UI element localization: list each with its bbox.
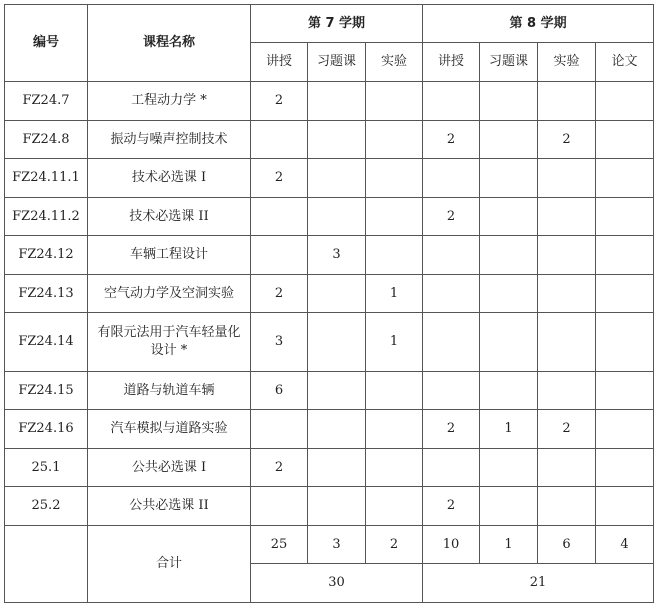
header-s8-exercise: 习题课 [480, 43, 538, 82]
cell-s8-thesis [596, 410, 654, 449]
cell-s8-lecture [423, 82, 480, 121]
cell-code: 25.2 [5, 487, 88, 526]
cell-s7-exercise [308, 487, 366, 526]
header-semester-8: 第 8 学期 [423, 5, 654, 43]
cell-s7-exercise [308, 371, 366, 410]
cell-s7-lab [366, 487, 423, 526]
cell-course-name: 技术必选课 II [88, 197, 251, 236]
header-s8-lab: 实验 [538, 43, 596, 82]
cell-s7-exercise [308, 197, 366, 236]
cell-s8-lecture: 2 [423, 410, 480, 449]
table-row [5, 197, 654, 236]
cell-s8-thesis [596, 82, 654, 121]
cell-s7-lecture [251, 487, 308, 526]
cell-s8-lab [538, 159, 596, 198]
table-row [5, 236, 654, 275]
cell-s7-exercise: 3 [308, 236, 366, 275]
cell-course-name: 技术必选课 I [88, 159, 251, 198]
total-s8-thesis: 4 [596, 525, 654, 564]
cell-code: FZ24.7 [5, 82, 88, 121]
total-s8-lecture: 10 [423, 525, 480, 564]
table-row [5, 159, 654, 198]
cell-s8-exercise [480, 371, 538, 410]
header-semester-7: 第 7 学期 [251, 5, 423, 43]
cell-s8-exercise [480, 448, 538, 487]
cell-s8-lecture: 2 [423, 120, 480, 159]
cell-s8-lab [538, 236, 596, 275]
total-s7-lab: 2 [366, 525, 423, 564]
cell-s8-exercise [480, 159, 538, 198]
table-row [5, 410, 654, 449]
cell-s8-lecture [423, 236, 480, 275]
cell-s7-exercise [308, 313, 366, 372]
cell-s7-exercise [308, 274, 366, 313]
cell-s7-exercise [308, 82, 366, 121]
cell-code: FZ24.14 [5, 313, 88, 372]
cell-s8-lecture: 2 [423, 487, 480, 526]
cell-s8-thesis [596, 197, 654, 236]
cell-code: FZ24.11.1 [5, 159, 88, 198]
cell-s8-lecture [423, 313, 480, 372]
header-s7-lab: 实验 [366, 43, 423, 82]
table-row [5, 120, 654, 159]
total-s7-sum: 30 [251, 564, 423, 603]
cell-s8-lab [538, 197, 596, 236]
cell-code: FZ24.12 [5, 236, 88, 275]
total-label: 合计 [88, 525, 251, 602]
cell-s8-lab [538, 274, 596, 313]
cell-s7-lab [366, 82, 423, 121]
cell-s8-exercise [480, 274, 538, 313]
cell-s8-exercise [480, 197, 538, 236]
cell-s8-lecture [423, 448, 480, 487]
cell-s7-lecture: 2 [251, 82, 308, 121]
cell-s7-lecture [251, 197, 308, 236]
cell-s8-lab [538, 82, 596, 121]
cell-s7-lecture: 2 [251, 274, 308, 313]
table-body [5, 82, 654, 603]
cell-s8-thesis [596, 159, 654, 198]
course-schedule-table [4, 4, 654, 603]
header-code: 编号 [5, 5, 88, 82]
cell-s8-lab [538, 487, 596, 526]
cell-code: FZ24.8 [5, 120, 88, 159]
cell-code: FZ24.16 [5, 410, 88, 449]
total-s8-sum: 21 [423, 564, 654, 603]
cell-course-name: 空气动力学及空洞实验 [88, 274, 251, 313]
cell-s8-lecture [423, 274, 480, 313]
header-s7-exercise: 习题课 [308, 43, 366, 82]
cell-s7-lab: 1 [366, 313, 423, 372]
cell-s7-lecture: 3 [251, 313, 308, 372]
total-code-cell [5, 525, 88, 602]
cell-s8-lecture [423, 371, 480, 410]
cell-s7-lab: 1 [366, 274, 423, 313]
cell-s7-lab [366, 159, 423, 198]
header-s8-thesis: 论文 [596, 43, 654, 82]
cell-s8-exercise: 1 [480, 410, 538, 449]
cell-s7-exercise [308, 120, 366, 159]
cell-s8-lecture [423, 159, 480, 198]
cell-s7-lecture [251, 120, 308, 159]
cell-s8-thesis [596, 487, 654, 526]
cell-s7-lab [366, 448, 423, 487]
cell-s7-exercise [308, 410, 366, 449]
cell-course-name: 公共必选课 I [88, 448, 251, 487]
cell-s8-thesis [596, 313, 654, 372]
cell-code: FZ24.11.2 [5, 197, 88, 236]
cell-course-name: 公共必选课 II [88, 487, 251, 526]
cell-course-name: 振动与噪声控制技术 [88, 120, 251, 159]
cell-s7-lab [366, 371, 423, 410]
cell-s7-exercise [308, 448, 366, 487]
cell-s7-lecture: 2 [251, 448, 308, 487]
total-row [5, 525, 654, 564]
total-s7-lecture: 25 [251, 525, 308, 564]
table-row [5, 448, 654, 487]
cell-s8-exercise [480, 82, 538, 121]
cell-s8-thesis [596, 236, 654, 275]
table-row [5, 371, 654, 410]
cell-code: FZ24.13 [5, 274, 88, 313]
cell-s8-thesis [596, 120, 654, 159]
cell-course-name: 有限元法用于汽车轻量化设计 * [88, 313, 251, 372]
cell-s7-lecture: 2 [251, 159, 308, 198]
table-row [5, 313, 654, 372]
header-s7-lecture: 讲授 [251, 43, 308, 82]
cell-s7-lab [366, 120, 423, 159]
cell-s7-lab [366, 197, 423, 236]
cell-course-name: 汽车模拟与道路实验 [88, 410, 251, 449]
cell-s8-thesis [596, 274, 654, 313]
cell-s7-exercise [308, 159, 366, 198]
cell-s7-lecture [251, 410, 308, 449]
cell-s7-lecture [251, 236, 308, 275]
cell-code: 25.1 [5, 448, 88, 487]
total-s7-exercise: 3 [308, 525, 366, 564]
table-row [5, 487, 654, 526]
cell-s8-exercise [480, 487, 538, 526]
cell-course-name: 工程动力学 * [88, 82, 251, 121]
cell-s8-exercise [480, 236, 538, 275]
total-s8-lab: 6 [538, 525, 596, 564]
header-course-name: 课程名称 [88, 5, 251, 82]
cell-s8-thesis [596, 371, 654, 410]
cell-s8-lab [538, 448, 596, 487]
cell-course-name: 道路与轨道车辆 [88, 371, 251, 410]
cell-s8-lab [538, 313, 596, 372]
table-row [5, 82, 654, 121]
cell-course-name: 车辆工程设计 [88, 236, 251, 275]
cell-code: FZ24.15 [5, 371, 88, 410]
cell-s8-lab [538, 371, 596, 410]
cell-s7-lecture: 6 [251, 371, 308, 410]
total-s8-exercise: 1 [480, 525, 538, 564]
cell-s8-lab: 2 [538, 410, 596, 449]
cell-s7-lab [366, 410, 423, 449]
cell-s8-thesis [596, 448, 654, 487]
table-row [5, 274, 654, 313]
cell-s8-lecture: 2 [423, 197, 480, 236]
cell-s8-lab: 2 [538, 120, 596, 159]
cell-s8-exercise [480, 313, 538, 372]
cell-s8-exercise [480, 120, 538, 159]
header-s8-lecture: 讲授 [423, 43, 480, 82]
header-row-semesters [5, 5, 654, 43]
cell-s7-lab [366, 236, 423, 275]
